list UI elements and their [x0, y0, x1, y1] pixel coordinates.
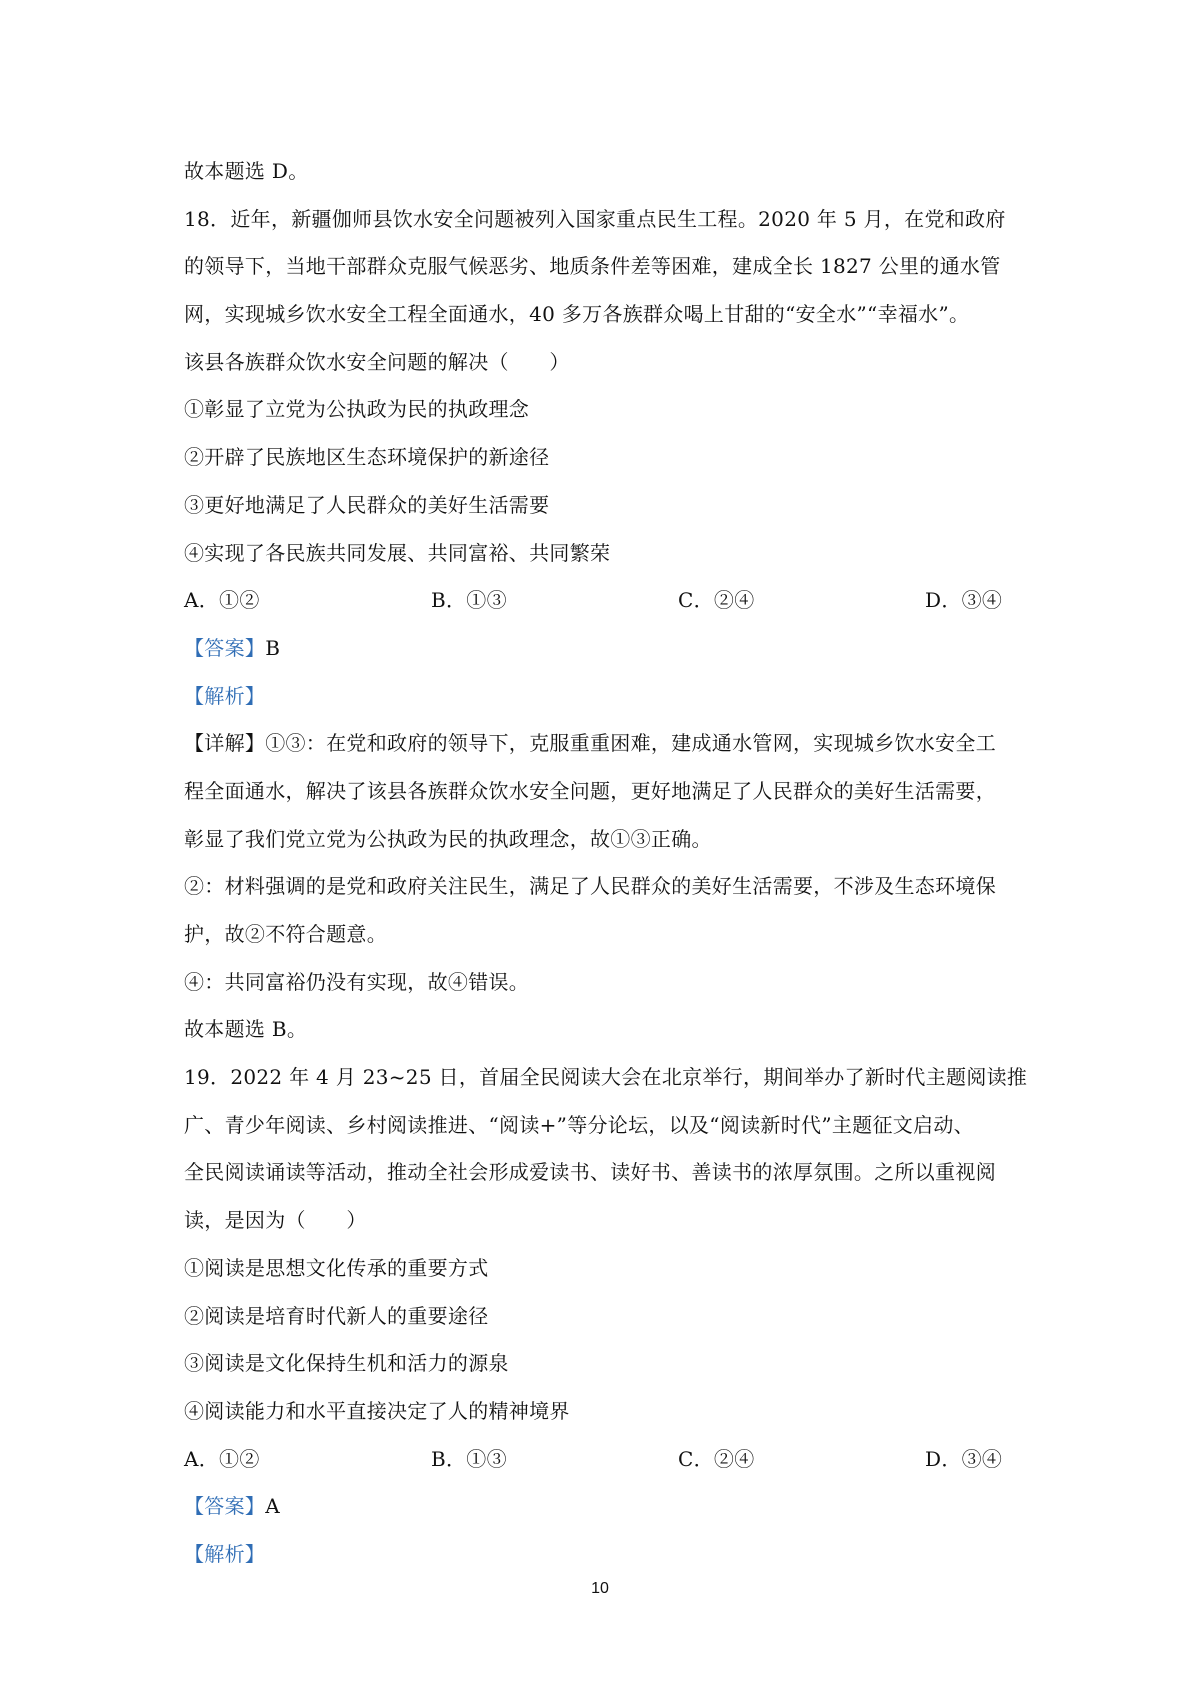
q18-stem-line: 的领导下，当地干部群众克服气候恶劣、地质条件差等困难，建成全长 1827 公里的通水管: [184, 254, 1001, 279]
q19-analysis: [184, 1531, 1044, 1579]
q19-option-b: B．①③: [431, 1446, 507, 1471]
q19-answer: [184, 1483, 1044, 1531]
answer-value: B: [265, 635, 281, 660]
q19-option-d: D．③④: [925, 1446, 1003, 1471]
q19-option-c: C．②④: [678, 1446, 755, 1471]
q19-stem-line: 广、青少年阅读、乡村阅读推进、“阅读+”等分论坛，以及“阅读新时代”主题征文启动、: [184, 1112, 974, 1137]
q18-detail-line: ②：材料强调的是党和政府关注民生，满足了人民群众的美好生活需要，不涉及生态环境保: [184, 874, 996, 899]
analysis-tag: 【解析】: [184, 683, 266, 708]
q18-detail-line: 护，故②不符合题意。: [184, 922, 387, 946]
detail-tag: 【详解】: [184, 731, 266, 756]
q19-options: [184, 1436, 1044, 1484]
q17-conclusion: 故本题选 D。: [184, 159, 309, 183]
page-number: 10: [591, 1580, 609, 1597]
q18-statement-2: ②开辟了民族地区生态环境保护的新途径: [184, 445, 550, 470]
q18-stem-line: 该县各族群众饮水安全问题的解决（ ）: [184, 349, 570, 374]
question-19: [184, 1054, 1044, 1579]
q18-detail-line: ④：共同富裕仍没有实现，故④错误。: [184, 969, 530, 994]
q19-statement-1: ①阅读是思想文化传承的重要方式: [184, 1255, 489, 1280]
answer-value: A: [265, 1494, 280, 1519]
q19-stem-line: 读，是因为（ ）: [184, 1208, 367, 1233]
q18-conclusion: 故本题选 B。: [184, 1017, 308, 1042]
detail-text: ①③：在党和政府的领导下，克服重重困难，建成通水管网，实现城乡饮水安全工: [265, 731, 997, 756]
q18-analysis: [184, 673, 1044, 721]
q18-option-a: A．①②: [184, 588, 260, 613]
q18-option-d: D．③④: [925, 588, 1003, 613]
q18-stem-line: 18．近年，新疆伽师县饮水安全问题被列入国家重点民生工程。2020 年 5 月，在党和政府: [184, 206, 1006, 231]
document-page: [184, 148, 1044, 1579]
q18-detail-line: 彰显了我们党立党为公执政为民的执政理念，故①③正确。: [184, 826, 712, 851]
q18-option-c: C．②④: [678, 588, 755, 613]
q18-options: [184, 577, 1044, 625]
q19-option-a: A．①②: [184, 1446, 260, 1471]
answer-tag: 【答案】: [184, 1494, 266, 1519]
q18-statement-1: ①彰显了立党为公执政为民的执政理念: [184, 397, 530, 422]
q18-detail-line: 程全面通水，解决了该县各族群众饮水安全问题，更好地满足了人民群众的美好生活需要，: [184, 778, 996, 803]
q18-statement-4: ④实现了各民族共同发展、共同富裕、共同繁荣: [184, 540, 611, 565]
q19-stem-line: 19．2022 年 4 月 23~25 日，首届全民阅读大会在北京举行，期间举办了新时代主题阅读推: [184, 1065, 1028, 1090]
analysis-tag: 【解析】: [184, 1541, 266, 1566]
q19-statement-3: ③阅读是文化保持生机和活力的源泉: [184, 1351, 509, 1376]
q18-answer: [184, 625, 1044, 673]
question-18: [184, 196, 1044, 1054]
q19-statement-2: ②阅读是培育时代新人的重要途径: [184, 1303, 489, 1328]
q19-stem-line: 全民阅读诵读等活动，推动全社会形成爱读书、读好书、善读书的浓厚氛围。之所以重视阅: [184, 1160, 996, 1185]
q18-option-b: B．①③: [431, 588, 507, 613]
q19-statement-4: ④阅读能力和水平直接决定了人的精神境界: [184, 1398, 570, 1423]
q18-statement-3: ③更好地满足了人民群众的美好生活需要: [184, 492, 550, 517]
q18-detail-line: [184, 720, 1044, 768]
answer-tag: 【答案】: [184, 635, 266, 660]
q18-stem-line: 网，实现城乡饮水安全工程全面通水，40 多万各族群众喝上甘甜的“安全水”“幸福水”。: [184, 302, 970, 327]
